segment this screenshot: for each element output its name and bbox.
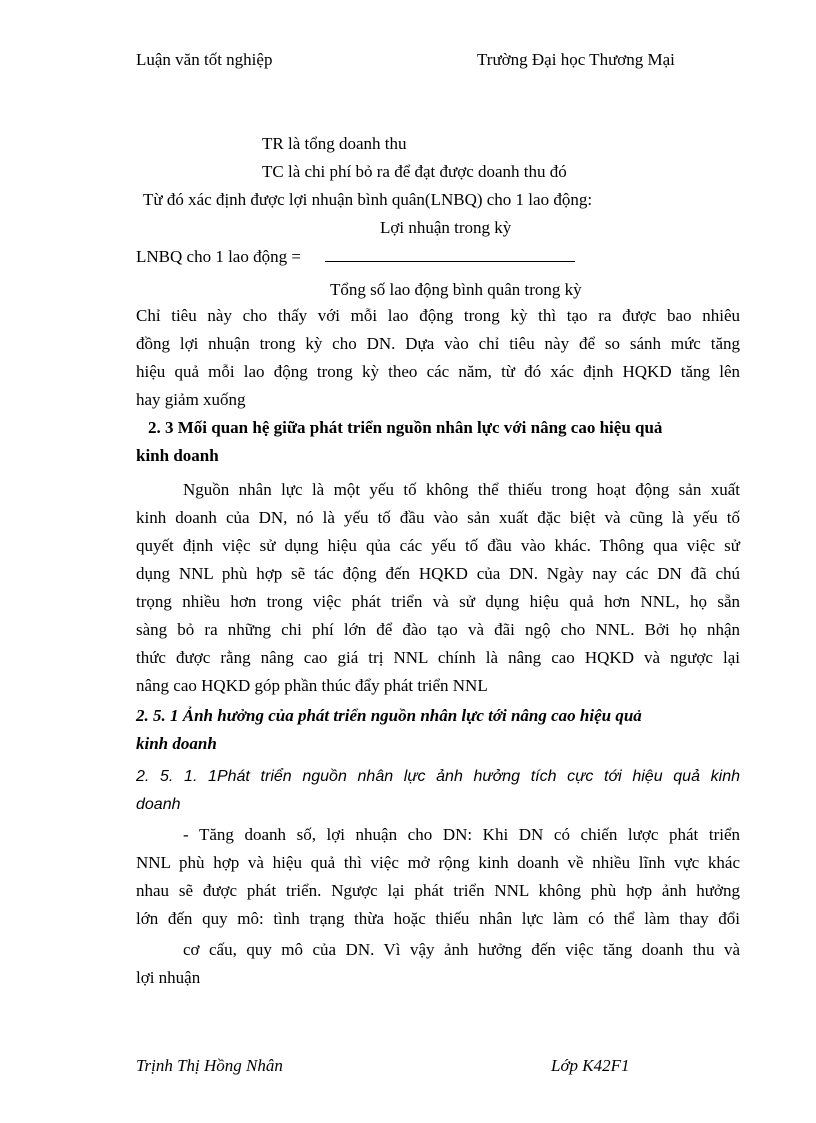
paragraph-line: thức được rằng nâng cao giá trị NNL chính là nâng cao HQKD và ngược lại	[136, 648, 740, 667]
fraction-line	[325, 261, 575, 262]
paragraph-line: NNL phù hợp và hiệu quả thì việc mở rộng kinh doanh về nhiều lĩnh vực khác	[136, 853, 740, 872]
paragraph-line: Chỉ tiêu này cho thấy với mỗi lao động trong kỳ thì tạo ra được bao nhiêu	[136, 306, 740, 325]
definition-tr: TR là tổng doanh thu	[262, 134, 407, 153]
paragraph-line: nâng cao HQKD góp phần thúc đẩy phát triển NNL	[136, 676, 488, 695]
formula-denominator: Tổng số lao động bình quân trong kỳ	[330, 280, 582, 299]
paragraph-line: quyết định việc sử dụng hiệu qủa các yếu tố đầu vào khác. Thông qua việc sử	[136, 536, 740, 555]
header-left: Luận văn tốt nghiệp	[136, 50, 273, 69]
paragraph-line: Nguồn nhân lực là một yếu tố không thể thiếu trong hoạt động sản xuất	[183, 480, 740, 499]
paragraph-line: hay giảm xuống	[136, 390, 246, 409]
formula-lhs: LNBQ cho 1 lao động =	[136, 247, 301, 266]
paragraph-line: sàng bỏ ra những chi phí lớn để đào tạo và đãi ngộ cho NNL. Bởi họ nhận	[136, 620, 740, 639]
paragraph-line: hiệu quả mỗi lao động trong kỳ theo các năm, từ đó xác định HQKD tăng lên	[136, 362, 740, 381]
paragraph-line: - Tăng doanh số, lợi nhuận cho DN: Khi DN có chiến lược phát triển	[183, 825, 740, 844]
footer-class: Lớp K42F1	[551, 1056, 630, 1075]
paragraph-line: kinh doanh của DN, nó là yếu tố đầu vào sản xuất đặc biệt và cũng là yếu tố	[136, 508, 740, 527]
paragraph-line: lợi nhuận	[136, 968, 201, 987]
definition-tc: TC là chi phí bỏ ra để đạt được doanh thu đó	[262, 162, 567, 181]
heading-line: kinh doanh	[136, 446, 219, 465]
paragraph-line: dụng NNL phù hợp sẽ tác động đến HQKD của DN. Ngày nay các DN đã chú	[136, 564, 740, 583]
header-right: Trường Đại học Thương Mại	[477, 50, 675, 69]
heading-line: 2. 3 Mối quan hệ giữa phát triển nguồn nhân lực với nâng cao hiệu quả	[148, 418, 663, 437]
paragraph-line: lớn đến quy mô: tình trạng thừa hoặc thiếu nhân lực làm có thể làm thay đổi	[136, 909, 740, 928]
lnbq-intro: Từ đó xác định được lợi nhuận bình quân(LNBQ) cho 1 lao động:	[143, 190, 593, 209]
paragraph-line: trọng nhiều hơn trong việc phát triển và sử dụng hiệu quả hơn NNL, họ sẵn	[136, 592, 740, 611]
formula-numerator: Lợi nhuận trong kỳ	[380, 218, 512, 237]
heading-line: 2. 5. 1 Ảnh hưởng của phát triển nguồn nhân lực tới nâng cao hiệu quả	[136, 706, 642, 725]
heading-line: doanh	[136, 796, 181, 813]
paragraph-line: nhau sẽ được phát triển. Ngược lại phát triển NNL không phù hợp ảnh hưởng	[136, 881, 740, 900]
paragraph-line: đồng lợi nhuận trong kỳ cho DN. Dựa vào chỉ tiêu này để so sánh mức tăng	[136, 334, 740, 353]
paragraph-line: cơ cấu, quy mô của DN. Vì vậy ảnh hưởng đến việc tăng doanh thu và	[183, 940, 740, 959]
heading-line: kinh doanh	[136, 734, 217, 753]
footer-author: Trịnh Thị Hồng Nhân	[136, 1056, 283, 1075]
heading-line: 2. 5. 1. 1Phát triển nguồn nhân lực ảnh hưởng tích cực tới hiệu quả kinh	[136, 768, 740, 785]
